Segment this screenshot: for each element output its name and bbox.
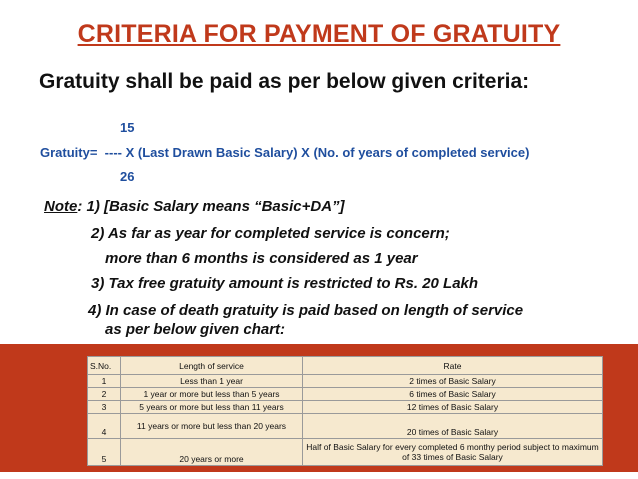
cell-length: 5 years or more but less than 11 years (121, 401, 303, 414)
note-item-2b: more than 6 months is considered as 1 year (105, 250, 418, 267)
cell-rate: 6 times of Basic Salary (303, 388, 603, 401)
cell-rate: 12 times of Basic Salary (303, 401, 603, 414)
subtitle: Gratuity shall be paid as per below given criteria: (39, 70, 530, 93)
formula-line: Gratuity= ---- X (Last Drawn Basic Salary) X (No. of years of completed service) (40, 145, 530, 160)
table-row (88, 388, 603, 401)
cell-rate: Half of Basic Salary for every completed 6 monthy period subject to maximum of 33 times of Basic Salary (303, 439, 603, 466)
table-row (88, 414, 603, 439)
note-label: Note (44, 198, 78, 215)
cell-sno: 1 (88, 375, 121, 388)
table-header-row (88, 357, 603, 375)
cell-length: 11 years or more but less than 20 years (121, 414, 303, 439)
cell-sno: 2 (88, 388, 121, 401)
header-rate: Rate (303, 357, 603, 375)
table-row (88, 401, 603, 414)
table-row (88, 439, 603, 466)
cell-rate: 2 times of Basic Salary (303, 375, 603, 388)
header-sno: S.No. (88, 357, 121, 375)
cell-sno: 5 (88, 439, 121, 466)
formula-numerator: 15 (120, 120, 135, 135)
note-item-1: : 1) [Basic Salary means “Basic+DA”] (77, 198, 345, 215)
cell-rate: 20 times of Basic Salary (303, 414, 603, 439)
table-row (88, 375, 603, 388)
note-item-4: 4) In case of death gratuity is paid based on length of service (88, 302, 524, 319)
note-1 (44, 198, 345, 215)
cell-sno: 4 (88, 414, 121, 439)
header-length: Length of service (121, 357, 303, 375)
note-item-4b: as per below given chart: (105, 321, 286, 338)
cell-length: 1 year or more but less than 5 years (121, 388, 303, 401)
cell-sno: 3 (88, 401, 121, 414)
note-item-2: 2) As far as year for completed service is concern; (91, 225, 450, 242)
formula-denominator: 26 (120, 169, 135, 184)
cell-length: Less than 1 year (121, 375, 303, 388)
page-title: CRITERIA FOR PAYMENT OF GRATUITY (77, 20, 561, 48)
cell-length: 20 years or more (121, 439, 303, 466)
note-item-3: 3) Tax free gratuity amount is restricted to Rs. 20 Lakh (91, 275, 479, 292)
death-gratuity-table (87, 356, 603, 466)
